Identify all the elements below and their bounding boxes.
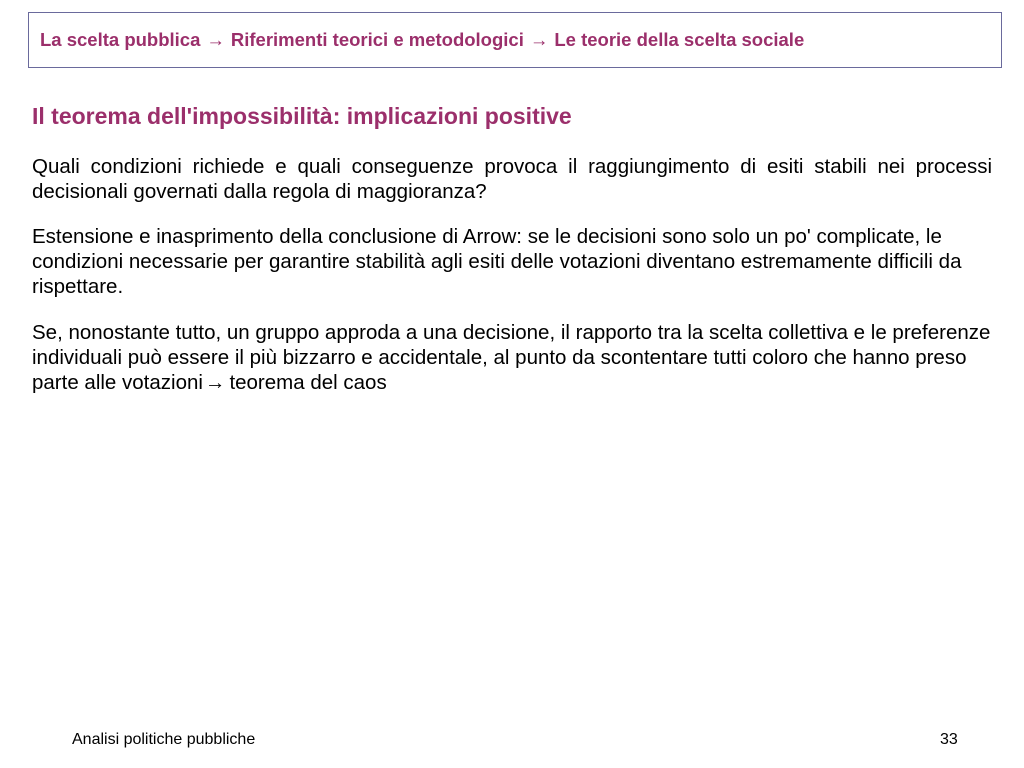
breadcrumb-item-teorie-scelta-sociale: Le teorie della scelta sociale <box>554 29 805 50</box>
breadcrumb <box>40 29 804 51</box>
footer-course-title: Analisi politiche pubbliche <box>72 731 256 748</box>
page-number: 33 <box>940 731 958 748</box>
slide-title: Il teorema dell'impossibilità: implicazioni positive <box>32 103 572 129</box>
paragraph-3 <box>32 320 992 395</box>
breadcrumb-item-riferimenti: Riferimenti teorici e metodologici <box>230 29 524 50</box>
paragraph-1: Quali condizioni richiede e quali conseguenze provoca il raggiungimento di esiti stabili nei processi decisionali governati dalla regola di maggioranza? <box>32 155 992 203</box>
arrow-right-icon: → <box>206 29 225 50</box>
header-frame <box>28 12 1002 68</box>
arrow-right-icon: → <box>529 29 549 50</box>
paragraph-3-text: Se, nonostante tutto, un gruppo approda a una decisione, il rapporto tra la scelta collettiva e le preferenze individuali può essere il più bizzarro e accidentale, al punto da scontentare tutti coloro che hanno preso parte alle votazioni <box>32 321 991 394</box>
paragraph-3-conclusion: teorema del caos <box>229 371 387 394</box>
paragraph-2: Estensione e inasprimento della conclusione di Arrow: se le decisioni sono solo un po' complicate, le condizioni necessarie per garantire stabilità agli esiti delle votazioni diventano estremamente difficili da rispettare. <box>32 225 962 298</box>
arrow-right-icon: → <box>204 371 226 394</box>
breadcrumb-item-la-scelta-pubblica: La scelta pubblica <box>40 29 201 50</box>
